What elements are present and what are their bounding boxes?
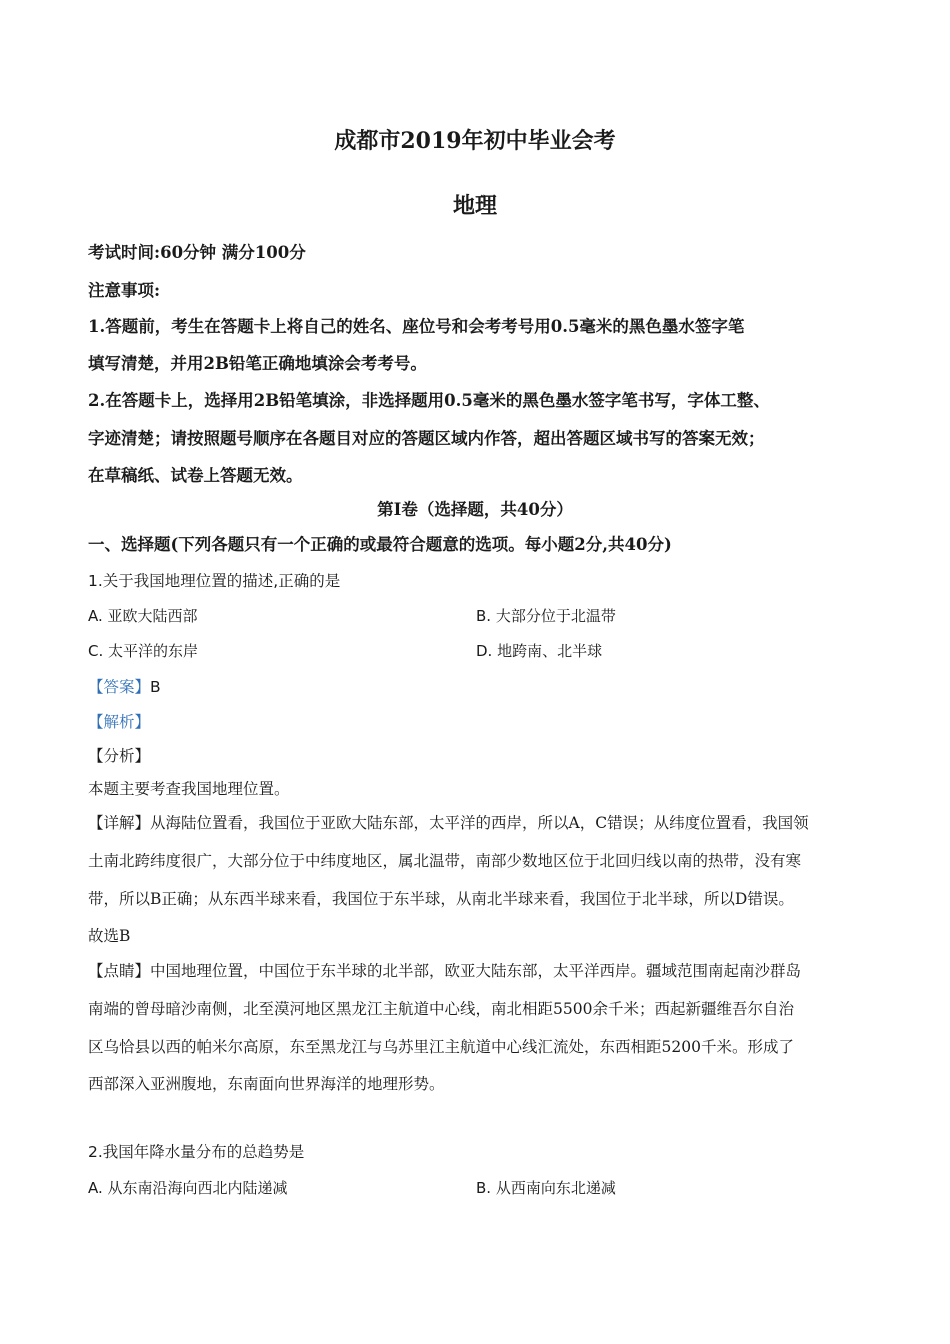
answer-value: B (150, 678, 161, 696)
q2-stem (88, 1142, 878, 1162)
q1-option-a (88, 606, 198, 626)
q1-option-b (476, 606, 616, 626)
notice-item-1-line-2: 填写清楚，并用2B铅笔正确地填涂会考考号。 (88, 354, 427, 373)
q1-dianjing-line-1 (88, 961, 878, 981)
notice-item-1-line-1: 1.答题前，考生在答题卡上将自己的姓名、座位号和会考考号用0.5毫米的黑色墨水签字笔 (88, 317, 745, 336)
answer-tag: 【答案】 (88, 678, 151, 696)
option-letter: B. (476, 607, 492, 625)
dianjing-tag: 【点睛】 (88, 962, 151, 980)
option-text: 地跨南、北半球 (497, 642, 603, 660)
option-letter: B. (476, 1179, 492, 1197)
q1-detail-line-4: 故选B (88, 927, 131, 945)
q2-option-b (476, 1178, 616, 1198)
option-text: 从东南沿海向西北内陆递减 (107, 1179, 288, 1197)
q2-stem-text: 2.我国年降水量分布的总趋势是 (88, 1143, 305, 1161)
q1-detail-line-1 (88, 813, 878, 833)
q1-dianjing-line-2: 南端的曾母暗沙南侧，北至漠河地区黑龙江主航道中心线，南北相距5500余千米；西起新疆维吾尔自治 (88, 1000, 794, 1018)
analysis-tag: 【解析】 (88, 713, 151, 731)
part-title: 第Ⅰ卷（选择题，共40分） (377, 500, 573, 519)
q1-option-d (476, 641, 602, 661)
q2-option-a (88, 1178, 288, 1198)
option-letter: A. (88, 607, 103, 625)
q1-dianjing-line-3: 区乌恰县以西的帕米尔高原，东至黑龙江与乌苏里江主航道中心线汇流处，东西相距5200千米。形成了 (88, 1038, 794, 1056)
option-letter: C. (88, 642, 104, 660)
q1-stem-text: 1.关于我国地理位置的描述,正确的是 (88, 572, 341, 590)
dianjing-text: 中国地理位置，中国位于东半球的北半部，欧亚大陆东部，太平洋西岸。疆域范围南起南沙群岛 (150, 962, 802, 980)
notice-item-2-line-1: 2.在答题卡上，选择用2B铅笔填涂，非选择题用0.5毫米的黑色墨水签字笔书写，字体工整、 (88, 391, 770, 410)
exam-info: 考试时间:60分钟 满分100分 (88, 243, 306, 262)
q1-fenxi-text: 本题主要考查我国地理位置。 (88, 780, 290, 798)
q1-detail-line-3: 带，所以B正确；从东西半球来看，我国位于东半球，从南北半球来看，我国位于北半球，所以D错误。 (88, 890, 794, 908)
option-letter: A. (88, 1179, 103, 1197)
q1-detail-line-2: 土南北跨纬度很广，大部分位于中纬度地区，属北温带，南部少数地区位于北回归线以南的热带，没有寒 (88, 852, 802, 870)
option-text: 大部分位于北温带 (495, 607, 616, 625)
notice-heading: 注意事项: (88, 281, 161, 300)
q1-stem (88, 571, 878, 591)
option-text: 从西南向东北递减 (495, 1179, 616, 1197)
q1-answer (88, 677, 878, 697)
q1-option-c (88, 641, 198, 661)
notice-item-2-line-2: 字迹清楚；请按照题号顺序在各题目对应的答题区域内作答，超出答题区域书写的答案无效； (88, 429, 765, 448)
option-text: 亚欧大陆西部 (107, 607, 198, 625)
option-letter: D. (476, 642, 493, 660)
detail-text: 从海陆位置看，我国位于亚欧大陆东部，太平洋的西岸，所以A，C错误；从纬度位置看，我国领 (150, 814, 809, 832)
subject-title: 地理 (452, 193, 497, 219)
option-text: 太平洋的东岸 (108, 642, 199, 660)
q1-fenxi-tag: 【分析】 (88, 747, 151, 765)
detail-tag: 【详解】 (88, 814, 151, 832)
notice-item-2-line-3: 在草稿纸、试卷上答题无效。 (88, 466, 303, 485)
section-heading: 一、选择题(下列各题只有一个正确的或最符合题意的选项。每小题2分,共40分) (88, 535, 672, 554)
q1-analysis-tag (88, 712, 878, 732)
q1-dianjing-line-4: 西部深入亚洲腹地，东南面向世界海洋的地理形势。 (88, 1075, 445, 1093)
exam-title: 成都市2019年初中毕业会考 (334, 128, 616, 154)
